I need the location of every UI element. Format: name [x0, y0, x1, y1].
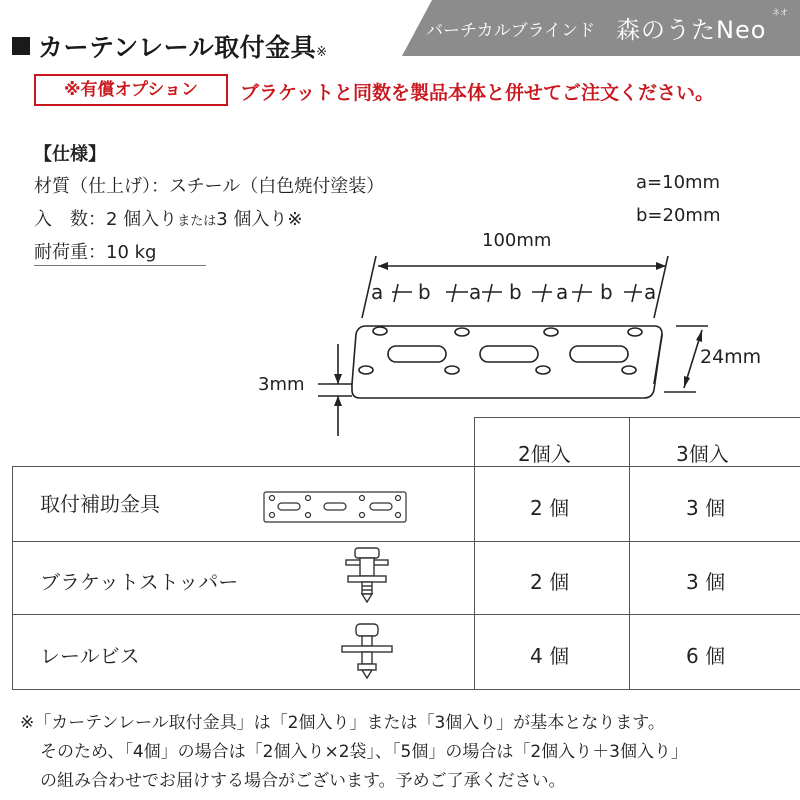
thickness-label: 3mm: [258, 374, 305, 395]
row-value-2pack: 4 個: [530, 644, 570, 668]
row-value-3pack: 3 個: [686, 496, 726, 520]
table-rule-top: [474, 417, 800, 418]
segment-label-b: b: [509, 280, 522, 304]
table-header-2pack: 2個入: [518, 442, 571, 466]
table-rule-row: [12, 614, 800, 615]
page-title: カーテンレール取付金具※: [38, 33, 328, 62]
spec-material: 材質（仕上げ）：スチール（白色焼付塗装）: [34, 176, 385, 197]
thickness-arrow-top: [334, 374, 342, 384]
table-rule-divider: [629, 417, 630, 690]
width-label: 24mm: [700, 346, 762, 368]
segment-tick-line: [394, 284, 398, 302]
spec-quantity: 入 数：2 個入りまたは3 個入り※: [34, 209, 303, 230]
table-rule-left: [12, 466, 13, 690]
bracket-stopper-icon: [342, 546, 392, 604]
row-value-2pack: 2 個: [530, 496, 570, 520]
dimension-b: b=20mm: [636, 205, 721, 226]
rail-screw-icon: [340, 622, 394, 680]
brand-logo: 森のうたNeo: [616, 16, 767, 44]
length-arrow-left: [378, 262, 388, 270]
segment-label-a: a: [556, 280, 569, 304]
brand-subtitle: バーチカルブラインド: [426, 21, 596, 41]
spec-load: 耐荷重：10 kg: [34, 242, 157, 263]
row-value-2pack: 2 個: [530, 570, 570, 594]
footnote-line-3: の組み合わせでお届けする場合がございます。予めご了承ください。: [40, 771, 566, 791]
segment-label-a: a: [469, 280, 482, 304]
row-value-3pack: 3 個: [686, 570, 726, 594]
thickness-arrow-bottom: [334, 396, 342, 406]
spec-heading: 【仕様】: [34, 144, 106, 165]
segment-label-b: b: [418, 280, 431, 304]
row-label-bracket-stopper: ブラケットストッパー: [40, 570, 239, 594]
table-header-3pack: 3個入: [676, 442, 729, 466]
footnote-line-1: ※「カーテンレール取付金具」は「2個入り」または「3個入り」が基本となります。: [20, 713, 665, 733]
table-rule-divider: [474, 417, 475, 690]
table-rule-bottom: [12, 689, 800, 690]
order-note: ブラケットと同数を製品本体と併せてご注文ください。: [240, 82, 715, 104]
table-rule-row: [12, 541, 800, 542]
segment-tick-line: [488, 284, 492, 302]
segment-tick-line: [578, 284, 582, 302]
width-arrow-top: [696, 330, 702, 342]
segment-tick-line: [632, 284, 636, 302]
title-note-mark: ※: [316, 45, 328, 60]
width-arrow-bottom: [684, 376, 690, 388]
row-label-rail-screw: レールビス: [40, 644, 140, 668]
length-label: 100mm: [482, 230, 552, 251]
row-label-bracket-plate: 取付補助金具: [40, 492, 160, 516]
mounting-plate-icon: [262, 488, 408, 526]
brand-logo-ruby: ネオ: [772, 8, 788, 17]
segment-tick-line: [542, 284, 546, 302]
segment-label-a: a: [644, 280, 657, 304]
mounting-plate: [352, 326, 662, 392]
segment-label-b: b: [600, 280, 613, 304]
footnote-line-2: そのため、「4個」の場合は「2個入り×2袋」、「5個」の場合は「2個入り＋3個入り」: [40, 742, 688, 762]
paid-option-label: ※有償オプション: [64, 80, 198, 100]
row-value-3pack: 6 個: [686, 644, 726, 668]
segment-label-a: a: [371, 280, 384, 304]
segment-tick-line: [452, 284, 456, 302]
dimension-a: a=10mm: [636, 172, 721, 193]
